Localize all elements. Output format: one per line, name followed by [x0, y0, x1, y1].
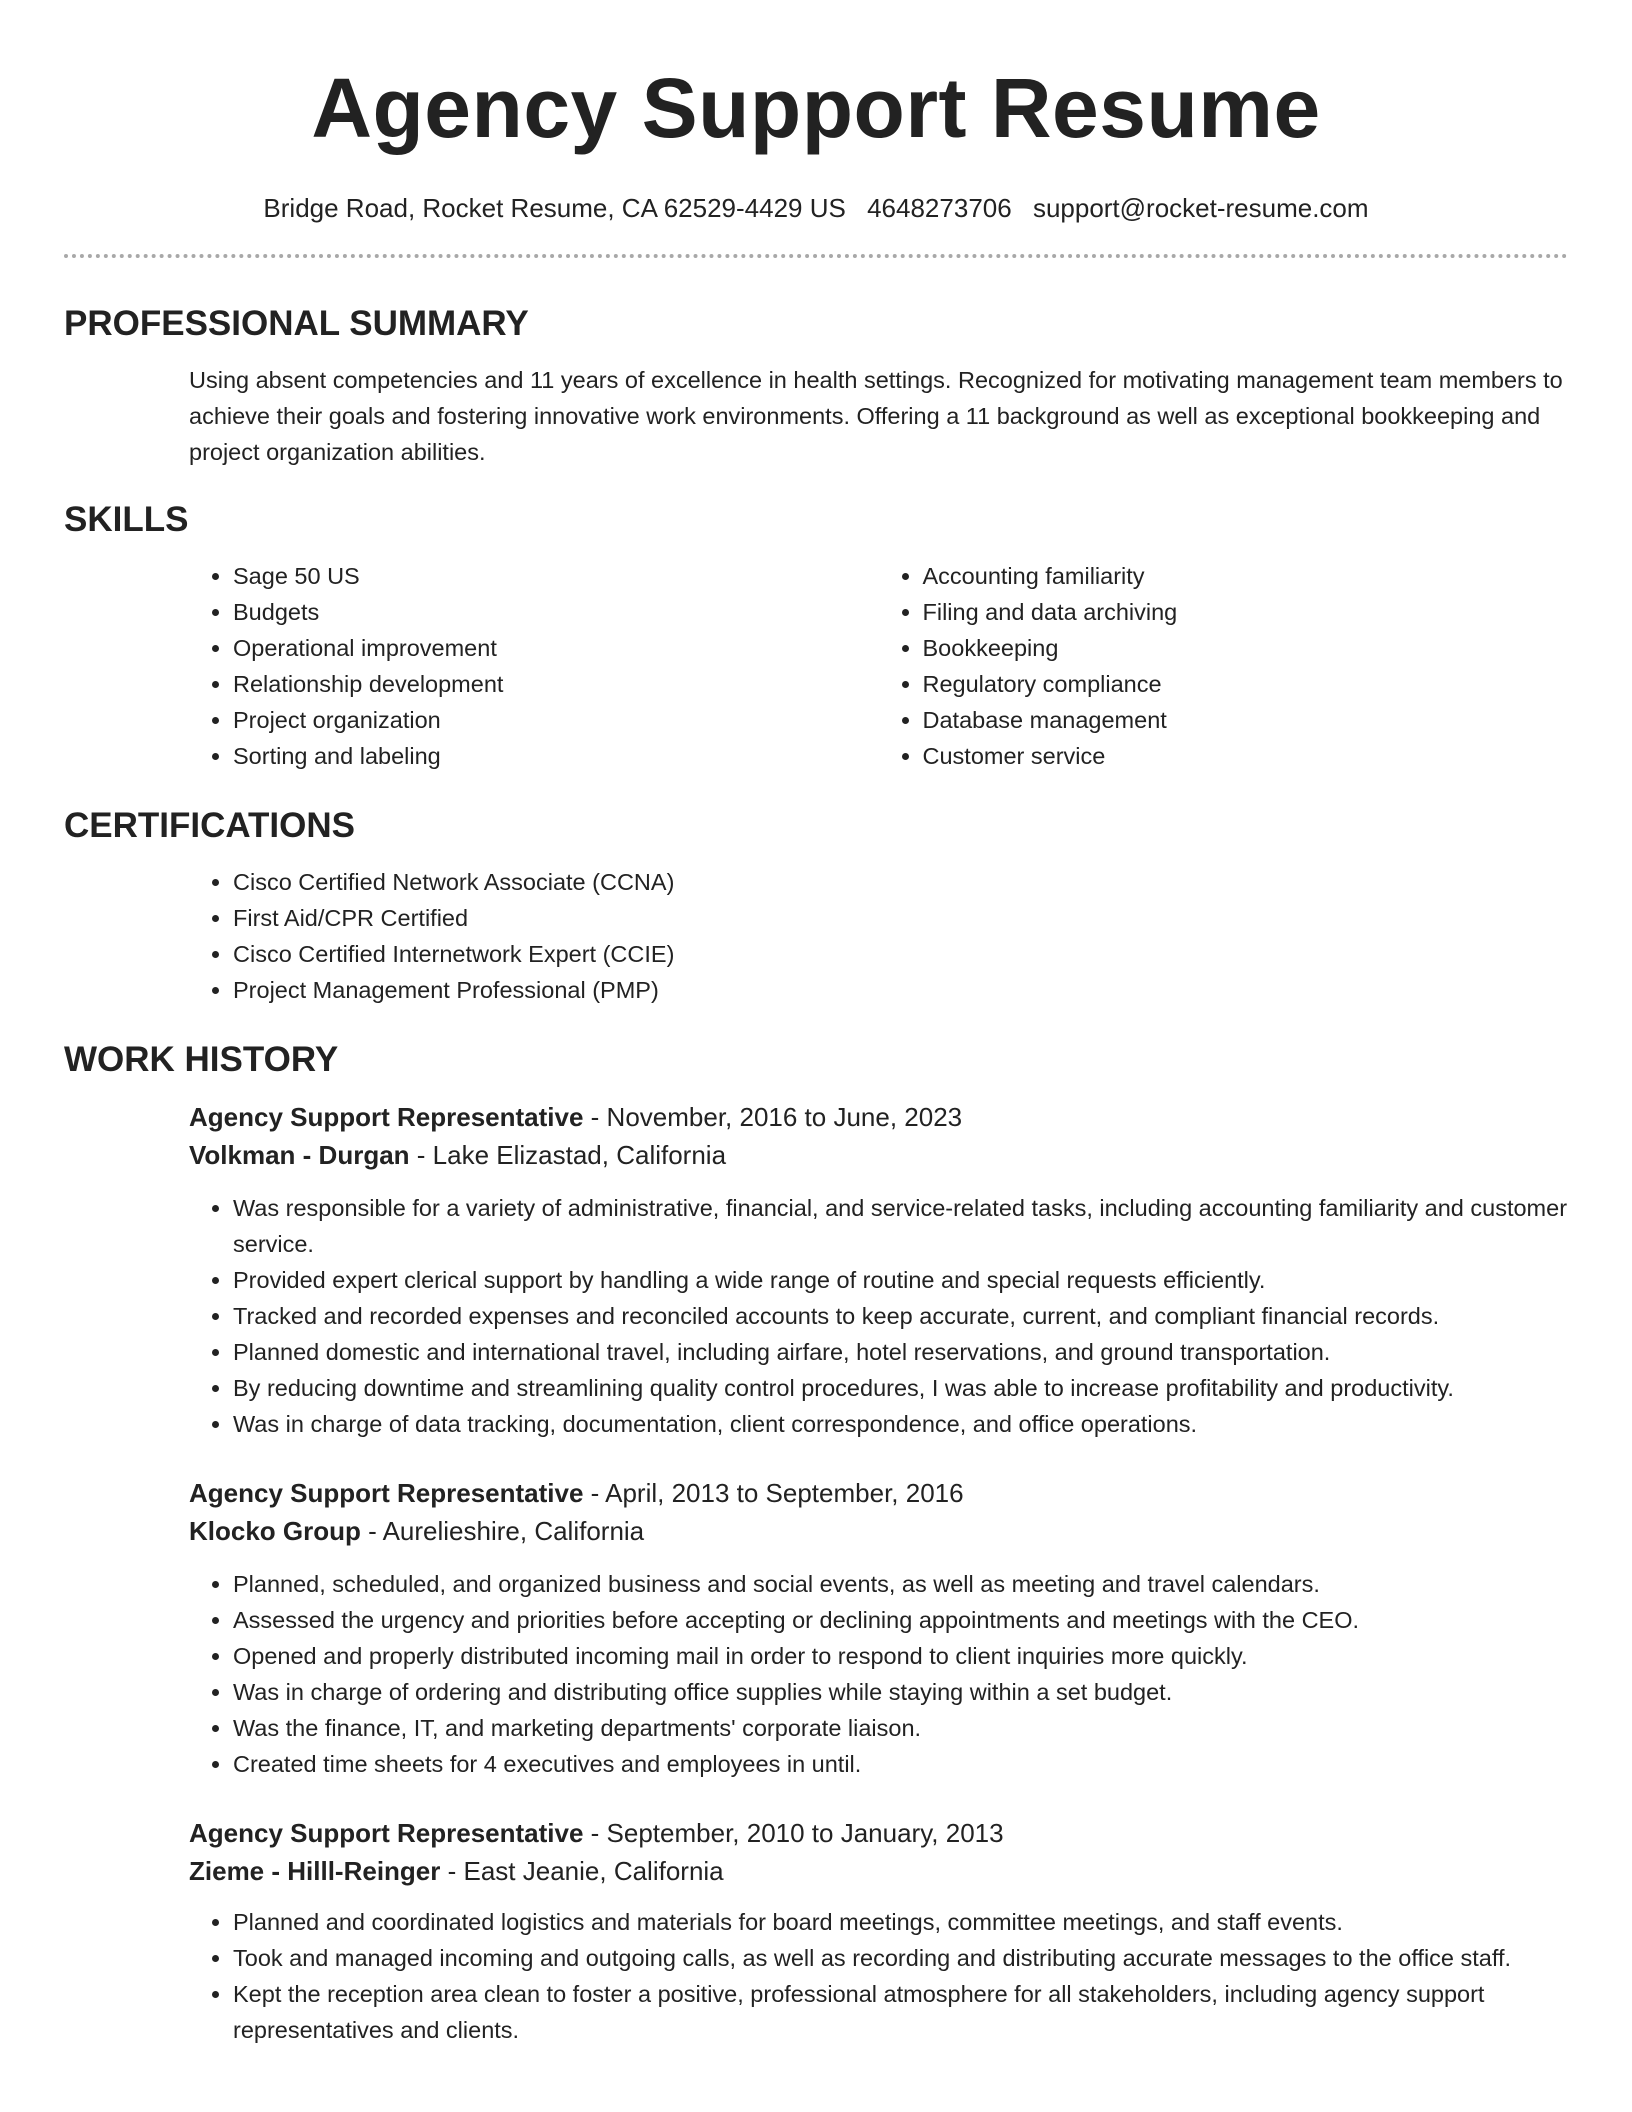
section-title-certifications: CERTIFICATIONS — [64, 806, 356, 845]
skill-item: • Accounting familiarity — [923, 558, 1569, 594]
job-location: Aurelieshire, California — [382, 1516, 645, 1546]
section-title-skills: SKILLS — [64, 500, 189, 539]
job-duty: • Created time sheets for 4 executives and employees in until. — [233, 1746, 1568, 1782]
job-duty: • Tracked and recorded expenses and reconciled accounts to keep accurate, current, and compliant financial records. — [233, 1298, 1568, 1334]
contact-email: support@rocket-resume.com — [1032, 193, 1369, 223]
job-duty: • Was in charge of data tracking, documentation, client correspondence, and office operations. — [233, 1406, 1568, 1442]
contact-address: Bridge Road, Rocket Resume, CA 62529-4429 US — [263, 193, 846, 223]
skill-item: • Budgets — [233, 594, 879, 630]
job-location: East Jeanie, California — [463, 1856, 724, 1886]
job-company-line: Zieme - Hilll-Reinger - East Jeanie, California — [189, 1856, 724, 1886]
skill-item: • Operational improvement — [233, 630, 879, 666]
skills-column-left — [189, 558, 879, 774]
job-duties — [189, 1566, 1568, 1782]
job-duty: • Was responsible for a variety of administrative, financial, and service-related tasks, including accounting familiarity and customer service. — [233, 1190, 1568, 1262]
job-duty: • Planned, scheduled, and organized business and social events, as well as meeting and travel calendars. — [233, 1566, 1568, 1602]
job-title-line: Agency Support Representative - November, 2016 to June, 2023 — [189, 1102, 963, 1132]
skill-item: • Project organization — [233, 702, 879, 738]
job-duty: • By reducing downtime and streamlining quality control procedures, I was able to increase profitability and productivity. — [233, 1370, 1568, 1406]
job-entry — [189, 1098, 1568, 1442]
job-title-line: Agency Support Representative - April, 2013 to September, 2016 — [189, 1478, 964, 1508]
job-role: Agency Support Representative — [189, 1478, 584, 1508]
skill-item: • Customer service — [923, 738, 1569, 774]
job-dates: November, 2016 to June, 2023 — [606, 1102, 963, 1132]
job-duty: • Assessed the urgency and priorities before accepting or declining appointments and meetings with the CEO. — [233, 1602, 1568, 1638]
skill-item: • Filing and data archiving — [923, 594, 1569, 630]
job-location: Lake Elizastad, California — [432, 1140, 727, 1170]
job-title-line: Agency Support Representative - September, 2010 to January, 2013 — [189, 1818, 1004, 1848]
skills-column-right — [879, 558, 1569, 774]
job-duty: • Opened and properly distributed incoming mail in order to respond to client inquiries more quickly. — [233, 1638, 1568, 1674]
job-duty: • Took and managed incoming and outgoing calls, as well as recording and distributing accurate messages to the office staff. — [233, 1940, 1568, 1976]
section-title-work-history: WORK HISTORY — [64, 1040, 339, 1079]
job-company: Zieme - Hilll-Reinger — [189, 1856, 441, 1886]
skill-item: • Sage 50 US — [233, 558, 879, 594]
skill-item: • Sorting and labeling — [233, 738, 879, 774]
header-divider — [64, 254, 1568, 258]
job-company: Klocko Group — [189, 1516, 361, 1546]
job-duty: • Kept the reception area clean to foster a positive, professional atmosphere for all stakeholders, including agency support representatives and clients. — [233, 1976, 1568, 2048]
section-title-summary: PROFESSIONAL SUMMARY — [64, 304, 529, 343]
job-company-line: Volkman - Durgan - Lake Elizastad, California — [189, 1140, 727, 1170]
job-duty: • Planned domestic and international travel, including airfare, hotel reservations, and ground transportation. — [233, 1334, 1568, 1370]
job-company-line: Klocko Group - Aurelieshire, California — [189, 1516, 645, 1546]
resume-title: Agency Support Resume — [311, 61, 1321, 155]
job-duty: • Was in charge of ordering and distributing office supplies while staying within a set budget. — [233, 1674, 1568, 1710]
skill-item: • Bookkeeping — [923, 630, 1569, 666]
skill-item: • Regulatory compliance — [923, 666, 1569, 702]
skill-item: • Database management — [923, 702, 1569, 738]
job-entry — [189, 1814, 1568, 2048]
skills-list — [189, 558, 1568, 774]
certification-item: • Cisco Certified Internetwork Expert (CCIE) — [233, 936, 1568, 972]
job-role: Agency Support Representative — [189, 1102, 584, 1132]
certification-item: • Project Management Professional (PMP) — [233, 972, 1568, 1008]
job-entry — [189, 1474, 1568, 1782]
job-company: Volkman - Durgan — [189, 1140, 410, 1170]
job-duties — [189, 1904, 1568, 2048]
job-dates: September, 2010 to January, 2013 — [606, 1818, 1004, 1848]
contact-line — [64, 192, 1568, 224]
job-duty: • Was the finance, IT, and marketing departments' corporate liaison. — [233, 1710, 1568, 1746]
certifications-list — [189, 864, 1568, 1008]
skill-item: • Relationship development — [233, 666, 879, 702]
job-duty: • Provided expert clerical support by handling a wide range of routine and special requests efficiently. — [233, 1262, 1568, 1298]
job-dates: April, 2013 to September, 2016 — [605, 1478, 964, 1508]
summary-text: Using absent competencies and 11 years of excellence in health settings. Recognized for motivating management team members to achieve their goals and fostering innovative work environments. Offering a 11 background as well as exceptional bookkeeping and project organization abilities. — [189, 367, 1563, 465]
job-role: Agency Support Representative — [189, 1818, 584, 1848]
certification-item: • Cisco Certified Network Associate (CCNA) — [233, 864, 1568, 900]
certification-item: • First Aid/CPR Certified — [233, 900, 1568, 936]
job-duty: • Planned and coordinated logistics and materials for board meetings, committee meetings, and staff events. — [233, 1904, 1568, 1940]
contact-phone: 4648273706 — [867, 193, 1012, 223]
job-duties — [189, 1190, 1568, 1442]
